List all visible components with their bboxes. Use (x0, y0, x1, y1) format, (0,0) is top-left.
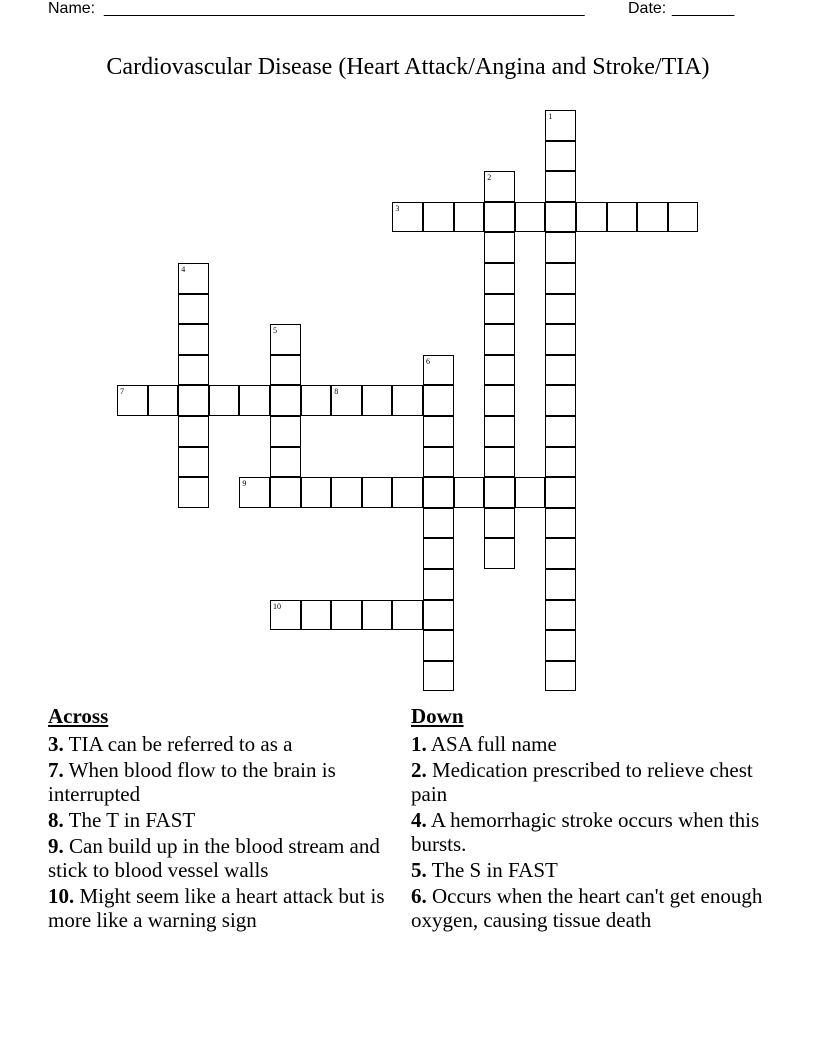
crossword-cell[interactable] (362, 600, 393, 631)
crossword-cell[interactable] (392, 202, 423, 233)
crossword-cell[interactable] (545, 661, 576, 692)
crossword-cell[interactable] (301, 385, 332, 416)
crossword-cell[interactable] (423, 477, 454, 508)
crossword-cell[interactable] (362, 477, 393, 508)
crossword-cell[interactable] (270, 385, 301, 416)
crossword-cell[interactable] (178, 294, 209, 325)
crossword-cell[interactable] (545, 110, 576, 141)
down-clues (411, 704, 781, 934)
crossword-cell[interactable] (545, 171, 576, 202)
crossword-cell[interactable] (484, 263, 515, 294)
crossword-cell[interactable] (178, 355, 209, 386)
crossword-cell[interactable] (545, 416, 576, 447)
crossword-cell[interactable] (545, 508, 576, 539)
crossword-cell[interactable] (484, 508, 515, 539)
clue-number-label: 2 (487, 173, 492, 183)
crossword-cell[interactable] (178, 263, 209, 294)
clue-number-label: 4 (181, 265, 186, 274)
name-label: Name: (48, 0, 96, 17)
crossword-cell[interactable] (484, 477, 515, 508)
crossword-cell[interactable] (484, 447, 515, 478)
crossword-cell[interactable] (209, 385, 240, 416)
clue-number-label: 10 (273, 601, 281, 611)
crossword-cell[interactable] (270, 477, 301, 508)
crossword-cell[interactable] (270, 447, 301, 478)
crossword-cell[interactable] (423, 661, 454, 692)
crossword-cell[interactable] (545, 355, 576, 386)
crossword-cell[interactable] (423, 355, 454, 386)
crossword-cell[interactable] (331, 600, 362, 631)
crossword-cell[interactable] (270, 324, 301, 355)
crossword-cell[interactable] (392, 477, 423, 508)
clue-number-label: 6 (426, 356, 430, 366)
crossword-cell[interactable] (331, 385, 362, 416)
clue-number-label: 3 (395, 203, 400, 213)
crossword-cell[interactable] (545, 324, 576, 355)
crossword-cell[interactable] (178, 324, 209, 355)
crossword-cell[interactable] (178, 477, 209, 508)
clue-down-5: 5. The S in FAST (411, 858, 558, 882)
clue-across-3: 3. TIA can be referred to as a (48, 732, 293, 756)
crossword-cell[interactable] (545, 538, 576, 569)
crossword-cell[interactable] (178, 385, 209, 416)
clue-across-10: 10. Might seem like a heart attack but is more like a warning sign (48, 884, 385, 932)
clue-number-label: 9 (242, 479, 247, 489)
crossword-cell[interactable] (484, 294, 515, 325)
name-field[interactable]: ______________________________________________________ (104, 0, 585, 17)
page-title: Cardiovascular Disease (Heart Attack/Angina and Stroke/TIA) (106, 54, 710, 80)
crossword-cell[interactable] (362, 385, 393, 416)
across-clues (48, 704, 388, 934)
clue-number-label: 1 (548, 112, 553, 121)
crossword-cell[interactable] (117, 385, 148, 416)
clue-down-6: 6. Occurs when the heart can't get enough oxygen, causing tissue death (411, 884, 763, 932)
crossword-cell[interactable] (545, 294, 576, 325)
crossword-cell[interactable] (301, 477, 332, 508)
clue-across-7: 7. When blood flow to the brain is interrupted (48, 758, 336, 806)
crossword-cell[interactable] (423, 385, 454, 416)
crossword-cell[interactable] (178, 447, 209, 478)
crossword-cell[interactable] (423, 538, 454, 569)
down-heading: Down (411, 704, 464, 728)
crossword-cell[interactable] (423, 569, 454, 600)
crossword-cell[interactable] (423, 508, 454, 539)
crossword-cell[interactable] (484, 232, 515, 263)
crossword-cell[interactable] (239, 385, 270, 416)
crossword-cell[interactable] (576, 202, 607, 233)
crossword-cell[interactable] (484, 355, 515, 386)
crossword-cell[interactable] (178, 416, 209, 447)
crossword-cell[interactable] (515, 202, 546, 233)
crossword-cell[interactable] (545, 600, 576, 631)
crossword-cell[interactable] (423, 630, 454, 661)
crossword-cell[interactable] (545, 477, 576, 508)
crossword-cell[interactable] (545, 141, 576, 172)
crossword-cell[interactable] (423, 447, 454, 478)
crossword-cell[interactable] (423, 202, 454, 233)
crossword-cell[interactable] (545, 569, 576, 600)
clue-number-label: 7 (120, 387, 124, 397)
crossword-cell[interactable] (331, 477, 362, 508)
crossword-cell[interactable] (392, 600, 423, 631)
clue-down-4: 4. A hemorrhagic stroke occurs when this bursts. (411, 808, 760, 856)
clue-across-8: 8. The T in FAST (48, 808, 196, 832)
crossword-cell[interactable] (545, 385, 576, 416)
crossword-cell[interactable] (607, 202, 638, 233)
crossword-cell[interactable] (454, 202, 485, 233)
date-field[interactable]: _______ (672, 0, 735, 17)
crossword-cell[interactable] (545, 447, 576, 478)
crossword-cell[interactable] (454, 477, 485, 508)
clue-down-1: 1. ASA full name (411, 732, 557, 756)
crossword-cell[interactable] (668, 202, 699, 233)
clue-number-label: 5 (273, 326, 277, 336)
crossword-cell[interactable] (484, 416, 515, 447)
crossword-cell[interactable] (484, 538, 515, 569)
crossword-cell[interactable] (239, 477, 270, 508)
crossword-cell[interactable] (270, 600, 301, 631)
crossword-cell[interactable] (270, 355, 301, 386)
crossword-cell[interactable] (545, 263, 576, 294)
date-label: Date: (628, 0, 667, 17)
crossword-cell[interactable] (392, 385, 423, 416)
crossword-cell[interactable] (423, 600, 454, 631)
clue-down-2: 2. Medication prescribed to relieve chest pain (411, 758, 753, 806)
crossword-cell[interactable] (301, 600, 332, 631)
crossword-cell[interactable] (423, 416, 454, 447)
crossword-cell[interactable] (484, 171, 515, 202)
crossword-cell[interactable] (637, 202, 668, 233)
crossword-cell[interactable] (270, 416, 301, 447)
crossword-cell[interactable] (545, 202, 576, 233)
clue-across-9: 9. Can build up in the blood stream and stick to blood vessel walls (48, 834, 380, 882)
across-heading: Across (48, 704, 109, 728)
crossword-cell[interactable] (484, 385, 515, 416)
crossword-cell[interactable] (515, 477, 546, 508)
crossword-cell[interactable] (148, 385, 179, 416)
crossword-cell[interactable] (484, 324, 515, 355)
crossword-cell[interactable] (545, 232, 576, 263)
crossword-cell[interactable] (545, 630, 576, 661)
clue-number-label: 8 (334, 387, 339, 397)
crossword-cell[interactable] (484, 202, 515, 233)
